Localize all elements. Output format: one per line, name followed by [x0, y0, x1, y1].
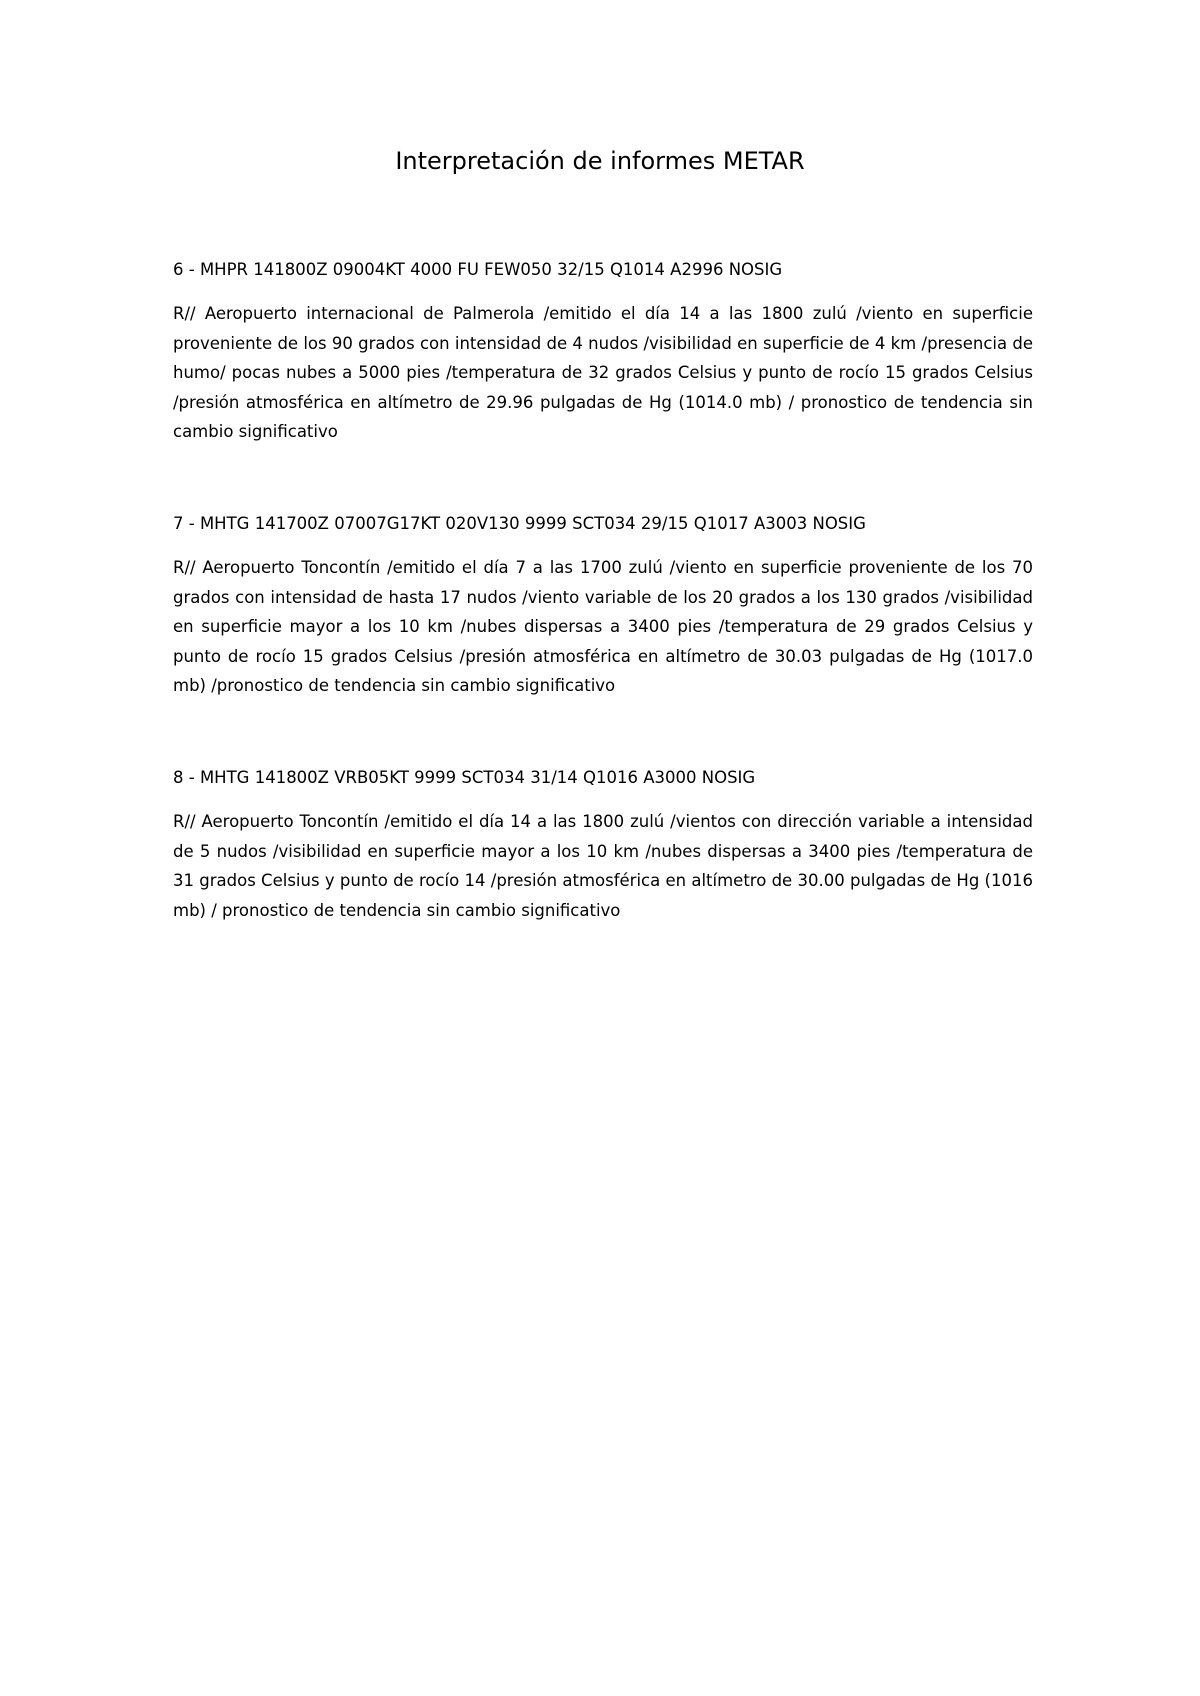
metar-interpretation: R// Aeropuerto internacional de Palmerola /emitido el día 14 a las 1800 zulú /viento en superficie proveniente de los 90 grados con intensidad de 4 nudos /visibilidad en superficie de 4 km /presencia de humo/ pocas nubes a 5000 pies /temperatura de 32 grados Celsius y punto de rocío 15 grados Celsius /presión atmosférica en altímetro de 29.96 pulgadas de Hg (1014.0 mb) / pronostico de tendencia sin cambio significativo	[173, 304, 1033, 441]
metar-interpretation: R// Aeropuerto Toncontín /emitido el día 14 a las 1800 zulú /vientos con dirección variable a intensidad de 5 nudos /visibilidad en superficie mayor a los 10 km /nubes dispersas a 3400 pies /temperatura de 31 grados Celsius y punto de rocío 14 /presión atmosférica en altímetro de 30.00 pulgadas de Hg (1016 mb) / pronostico de tendencia sin cambio significativo	[173, 812, 1033, 920]
metar-code: 8 - MHTG 141800Z VRB05KT 9999 SCT034 31/14 Q1016 A3000 NOSIG	[173, 768, 756, 787]
metar-interpretation: R// Aeropuerto Toncontín /emitido el día 7 a las 1700 zulú /viento en superficie proveniente de los 70 grados con intensidad de hasta 17 nudos /viento variable de los 20 grados a los 130 grados /visibilidad en superficie mayor a los 10 km /nubes dispersas a 3400 pies /temperatura de 29 grados Celsius y punto de rocío 15 grados Celsius /presión atmosférica en altímetro de 30.03 pulgadas de Hg (1017.0 mb) /pronostico de tendencia sin cambio significativo	[173, 558, 1033, 695]
metar-code: 7 - MHTG 141700Z 07007G17KT 020V130 9999 SCT034 29/15 Q1017 A3003 NOSIG	[173, 514, 866, 533]
document-title: Interpretación de informes METAR	[395, 147, 805, 175]
metar-code: 6 - MHPR 141800Z 09004KT 4000 FU FEW050 32/15 Q1014 A2996 NOSIG	[173, 260, 783, 279]
metar-entry	[173, 763, 1033, 925]
metar-entry	[173, 255, 1033, 447]
metar-entry	[173, 509, 1033, 701]
